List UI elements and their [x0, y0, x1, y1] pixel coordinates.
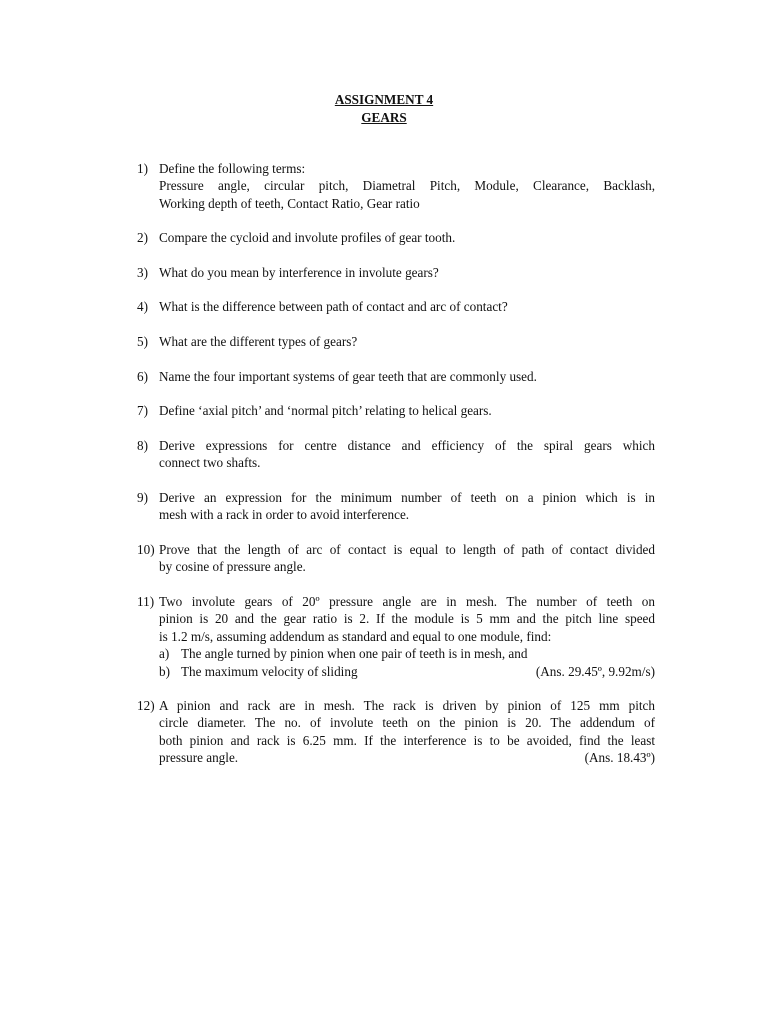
question-text: Compare the cycloid and involute profiles of gear tooth.: [159, 230, 456, 245]
question-number: 9): [137, 490, 148, 505]
question-text: by cosine of pressure angle.: [159, 559, 306, 575]
question-8: [137, 437, 655, 472]
question-number: 5): [137, 334, 148, 349]
question-text: Pressure angle, circular pitch, Diametral Pitch, Module, Clearance, Backlash,: [159, 178, 655, 194]
question-number: 4): [137, 299, 148, 314]
assignment-subtitle: GEARS: [361, 110, 407, 125]
question-3: [137, 264, 655, 281]
sub-question-b: [159, 663, 655, 680]
question-5: [137, 333, 655, 350]
question-6: [137, 368, 655, 385]
question-number: 8): [137, 438, 148, 453]
question-text: Derive expressions for centre distance and efficiency of the spiral gears which: [159, 438, 655, 453]
question-1: [137, 160, 655, 212]
question-text: Define ‘axial pitch’ and ‘normal pitch’ relating to helical gears.: [159, 403, 492, 418]
assignment-title: ASSIGNMENT 4: [334, 92, 434, 107]
answer-text: (Ans. 18.43º): [584, 750, 655, 766]
question-7: [137, 402, 655, 419]
question-number: 11): [137, 594, 155, 609]
question-text: is 1.2 m/s, assuming addendum as standard and equal to one module, find:: [159, 628, 552, 644]
sub-question-a: [159, 645, 655, 662]
question-number: 3): [137, 265, 148, 280]
question-number: 7): [137, 403, 148, 418]
question-text: What are the different types of gears?: [159, 334, 358, 349]
question-text: Name the four important systems of gear teeth that are commonly used.: [159, 369, 537, 384]
question-number: 2): [137, 230, 148, 245]
question-number: 12): [137, 698, 155, 713]
question-last-line: [159, 749, 655, 766]
question-text: Two involute gears of 20º pressure angle are in mesh. The number of teeth on: [159, 594, 655, 609]
question-text: circle diameter. The no. of involute teeth on the pinion is 20. The addendum of: [159, 715, 655, 731]
answer-text: (Ans. 29.45º, 9.92m/s): [535, 663, 655, 679]
question-10: [137, 541, 655, 576]
question-text: Derive an expression for the minimum number of teeth on a pinion which is in: [159, 490, 655, 505]
question-text: both pinion and rack is 6.25 mm. If the interference is to be avoided, find the least: [159, 732, 655, 748]
question-12: [137, 697, 655, 767]
question-number: 1): [137, 161, 148, 176]
sub-question-letter: b): [159, 663, 170, 679]
question-number: 6): [137, 369, 148, 384]
question-2: [137, 229, 655, 246]
question-text: Define the following terms:: [159, 161, 306, 176]
question-text: pressure angle.: [159, 750, 239, 766]
question-text: A pinion and rack are in mesh. The rack is driven by pinion of 125 mm pitch: [159, 698, 655, 713]
sub-question-text: The maximum velocity of sliding: [181, 663, 358, 679]
sub-question-text: The angle turned by pinion when one pair of teeth is in mesh, and: [181, 646, 528, 662]
question-text: What do you mean by interference in involute gears?: [159, 265, 439, 280]
question-text: Prove that the length of arc of contact is equal to length of path of contact divided: [159, 542, 655, 557]
question-9: [137, 489, 655, 524]
question-text: connect two shafts.: [159, 455, 261, 471]
question-number: 10): [137, 542, 155, 557]
question-text: pinion is 20 and the gear ratio is 2. If the module is 5 mm and the pitch line speed: [159, 611, 655, 627]
question-text: mesh with a rack in order to avoid interference.: [159, 507, 410, 523]
question-text: Working depth of teeth, Contact Ratio, Gear ratio: [159, 195, 420, 211]
question-11: [137, 593, 655, 680]
question-4: [137, 298, 655, 315]
question-text: What is the difference between path of contact and arc of contact?: [159, 299, 508, 314]
sub-question-letter: a): [159, 646, 170, 662]
